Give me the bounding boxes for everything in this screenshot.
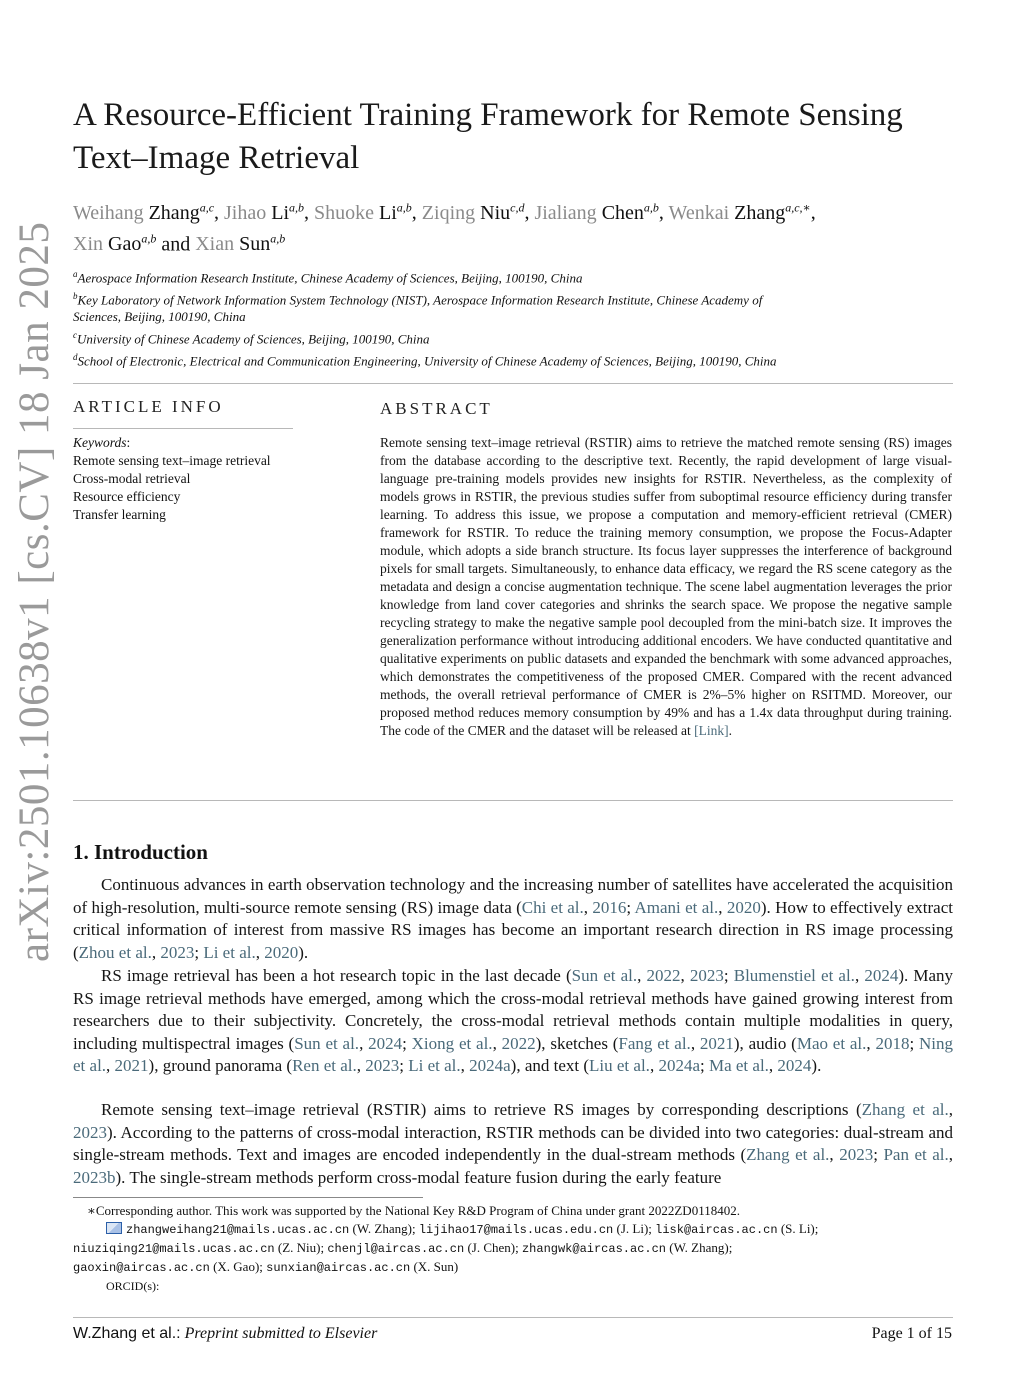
keyword-item: Resource efficiency (73, 489, 181, 504)
citation-link[interactable]: 2022 (646, 966, 681, 985)
author-last-name: Li (266, 201, 290, 224)
header-divider (73, 383, 953, 384)
paragraph-text: , (854, 966, 865, 985)
email-owner: (S. Li); (777, 1221, 819, 1236)
paragraph-text: , (649, 1056, 659, 1076)
citation-link[interactable]: Zhou et al. (78, 942, 152, 962)
author-affiliation-mark: a,b (289, 200, 305, 214)
citation-link[interactable]: Xiong et al. (411, 1033, 493, 1053)
affiliation-mark: a (73, 269, 78, 279)
paragraph-text: , (583, 897, 593, 917)
abstract-heading: ABSTRACT (380, 399, 493, 418)
abstract-text: Remote sensing text–image retrieval (RSTIR) aims to retrieve the matched remote sensing (RS) images from the database according to the descriptive text. Recently, the rapid development of large visual-language pre-training models provides new insights for RSTIR. Nevertheless, as the complexity of models grows in RSTIR, the previous studies suffer from suboptimal resource efficiency during transfer learning. To address this issue, we propose a computation and memory-efficient retrieval (CMER) framework for RSTIR. To reduce the training memory consumption, we propose the Focus-Adapter module, which adopts a side branch structure. Its focus layer suppresses the interference of background pixels for small targets. Simultaneously, to enhance data efficacy, we regard the RS scene category as the metadata and design a concise augmentation technique. The scene label augmentation leverages the prior knowledge from land cover categories and shrinks the search space. We propose the negative sample recycling strategy to make the negative sample pool decoupled from the mini-batch size. It improves the generalization performance without introducing additional encoders. We have conducted quantitative and qualitative experiments on public datasets and expanded the benchmark with some advanced approaches, which demonstrates the competitiveness of the proposed CMER. Compared with the recent advanced methods, the overall retrieval performance of CMER is 2%–5% higher on RSITMD. Moreover, our proposed method reduces memory consumption by 49% and has a 1.4x data throughput during training. The code of the CMER and the dataset will be released at (380, 435, 952, 738)
citation-link[interactable]: Ren et al. (292, 1056, 357, 1076)
affiliation-a (73, 266, 953, 286)
author-affiliation-mark: a,b (396, 200, 412, 214)
paragraph-text: ). According to the patterns of cross-modal interaction, RSTIR methods can be divided into two categories: dual-stream and single-stream methods. Text and images are encoded independently in the dual-stream methods ( (73, 1122, 953, 1165)
author-name (669, 202, 811, 224)
paragraph-text: ; (626, 897, 635, 917)
author-first-name: Shuoke (314, 201, 375, 224)
author-name (224, 202, 304, 224)
citation-link[interactable]: Mao et al. (796, 1033, 867, 1053)
running-footer (73, 1325, 377, 1343)
footer-divider (73, 1317, 953, 1318)
article-info-heading: ARTICLE INFO (73, 397, 224, 416)
paragraph-text: Continuous advances in earth observation technology and the increasing number of satellites have accelerated the acquisition of high-resolution, multi-source remote sensing (RS) image data ( (73, 875, 953, 917)
introduction-heading: 1. Introduction (73, 840, 208, 864)
author-first-name: Weihang (73, 201, 144, 224)
citation-link[interactable]: 2024 (777, 1056, 812, 1076)
author-last-name: Li (374, 201, 397, 224)
affiliation-text: Key Laboratory of Network Information System Technology (NIST), Aerospace Information Research Institute, Chinese Academy of (77, 292, 763, 308)
citation-link[interactable]: Zhang et al. (746, 1145, 830, 1165)
corresponding-author-note: ∗Corresponding author. This work was supported by the National Key R&D Program of China under grant 2022ZD0118402. (87, 1203, 740, 1218)
keyword-item: Remote sensing text–image retrieval (73, 453, 271, 468)
paragraph-text: ; (909, 1033, 919, 1053)
paragraph-text: , (637, 966, 647, 985)
footnote-divider (73, 1197, 423, 1198)
citation-link[interactable]: 2024a (658, 1056, 700, 1076)
email-owner: (J. Li); (613, 1221, 656, 1236)
paragraph-text: , (356, 1056, 366, 1076)
paragraph-text: ; (699, 1056, 709, 1076)
citation-link[interactable]: Amani et al. (634, 897, 719, 917)
paragraph-text: ). Many RS image retrieval methods have emerged, among which the cross-modal retrieval methods have gained growing interest from researchers due to their subjectivity. Concretely, the cross-modal retrieval methods contain multiple modalities in query, including multispectral images ( (73, 966, 954, 1053)
author-first-name: Jihao (224, 201, 267, 224)
keyword-item: Cross-modal retrieval (73, 471, 191, 486)
email-address[interactable]: lisk@aircas.ac.cn (655, 1223, 778, 1237)
affiliation-text: School of Electronic, Electrical and Communication Engineering, University of Chinese Academy of Sciences, Beijing, 100190, China (77, 353, 777, 369)
email-icon (106, 1222, 122, 1234)
citation-link[interactable]: 2023 (160, 942, 195, 962)
page-number: Page 1 of 15 (871, 1325, 952, 1342)
title-line-2: Text–Image Retrieval (73, 140, 360, 176)
email-owner: (W. Zhang); (666, 1240, 733, 1255)
author-first-name: Jialiang (534, 201, 597, 224)
email-owner: (J. Chen); (464, 1240, 522, 1255)
citation-link[interactable]: 2023 (73, 1122, 107, 1142)
email-owner: (W. Zhang); (349, 1221, 419, 1236)
paragraph-text: , (359, 1033, 369, 1053)
paragraph-text: ; (402, 1033, 412, 1053)
author-affiliation-mark: c,d (510, 200, 525, 214)
email-list (73, 1220, 953, 1277)
paragraph-text: ). The single-stream methods perform cross-modal feature fusion during the early feature (115, 1167, 722, 1187)
citation-link[interactable]: Sun et al. (294, 1033, 360, 1053)
affiliation-b (73, 288, 953, 325)
paragraph-text: , (829, 1145, 840, 1165)
paragraph-text: , (680, 966, 690, 985)
author-name (73, 233, 156, 255)
paragraph-text: , (492, 1033, 502, 1053)
footnote (73, 1202, 953, 1295)
paragraph-text: ). (298, 942, 309, 962)
keyword-item: Transfer learning (73, 507, 166, 522)
email-owner: (Z. Niu); (274, 1240, 328, 1255)
citation-link[interactable]: Chi et al. (521, 897, 584, 917)
abstract-end: . (728, 723, 733, 738)
paragraph-text: ). How to effectively extract critical information of interest from massive RS images has become an important research direction in RS image processing ( (73, 897, 953, 962)
paragraph-text: , (255, 942, 265, 962)
citation-link[interactable]: 2016 (592, 897, 627, 917)
email-owner: (X. Gao); (209, 1259, 267, 1274)
author-affiliation-mark: a,c (199, 200, 215, 214)
orcid-label: ORCID(s): (106, 1279, 160, 1293)
affiliation-mark: b (73, 291, 78, 301)
author-last-name: Chen (596, 201, 644, 224)
citation-link[interactable]: 2022 (501, 1033, 536, 1053)
email-address[interactable]: gaoxin@aircas.ac.cn (73, 1261, 210, 1275)
author-affiliation-mark: a,b (643, 200, 659, 214)
paragraph-text: , (460, 1056, 470, 1076)
affiliation-text-cont: Sciences, Beijing, 100190, China (73, 309, 246, 325)
paragraph-text: , (151, 942, 161, 962)
intro-paragraph-2 (73, 965, 953, 1078)
citation-link[interactable]: Sun et al. (571, 966, 638, 985)
code-link[interactable]: [Link] (694, 723, 729, 738)
author-conjunction: and (156, 233, 196, 256)
author-last-name: Sun (234, 233, 271, 256)
email-address[interactable]: zhangweihang21@mails.ucas.ac.cn (126, 1223, 350, 1237)
paragraph-text: , (718, 897, 727, 917)
paragraph-text: , (866, 1033, 876, 1053)
citation-link[interactable]: 2023 (839, 1145, 874, 1165)
affiliation-mark: d (73, 352, 78, 362)
author-first-name: Xian (195, 233, 235, 256)
citation-link[interactable]: Li et al. (408, 1056, 461, 1076)
citation-link[interactable]: 2023b (73, 1167, 116, 1187)
email-address[interactable]: sunxian@aircas.ac.cn (266, 1261, 411, 1275)
paragraph-text: ), audio ( (733, 1033, 797, 1053)
paragraph-text: , (948, 1145, 954, 1165)
author-name (314, 202, 412, 224)
author-name (73, 202, 214, 224)
email-owner: (X. Sun) (410, 1259, 459, 1274)
article-info-divider (73, 428, 293, 429)
intro-paragraph-3 (73, 1099, 953, 1189)
paragraph-text: , (106, 1056, 115, 1076)
keywords-block (73, 434, 293, 524)
keywords-label: Keywords: (73, 435, 131, 450)
paragraph-text: , (690, 1033, 700, 1053)
paragraph-text: Remote sensing text–image retrieval (RSTIR) aims to retrieve RS images by corresponding descriptions ( (101, 1100, 862, 1119)
paragraph-text: ). (811, 1056, 822, 1076)
citation-link[interactable]: 2024a (469, 1056, 511, 1076)
paragraph-text: ), sketches ( (535, 1033, 619, 1053)
affiliation-mark: c (73, 330, 77, 340)
author-list: Weihang Zhang$^{a,c}$, Jihao Li$^{a,b}$, Shuoke Li$^{a,b}$, Ziqing Niu$^{c,d}$, Jialiang Chen$^{a,b}$, Wenkai Zhang$^{a,c,∗}$, Xin Gao$^{a,b}$ and Xian Sun$^{a,b}$ (73, 200, 816, 256)
paragraph-text: ; (194, 942, 204, 962)
paper-title (73, 94, 953, 180)
email-address[interactable]: lijihao17@mails.ucas.edu.cn (418, 1223, 614, 1237)
citation-link[interactable]: Ning et al. (73, 1033, 953, 1076)
author-last-name: Zhang (143, 201, 200, 224)
paragraph-text: , (768, 1056, 778, 1076)
citation-link[interactable]: 2020 (264, 942, 299, 962)
author-name (534, 202, 658, 224)
author-last-name: Niu (475, 201, 511, 224)
intro-paragraph-1 (73, 874, 953, 964)
author-last-name: Gao (103, 233, 142, 256)
citation-link[interactable]: Zhang et al. (861, 1100, 949, 1119)
citation-link[interactable]: 2023 (689, 966, 724, 985)
author-last-name: Zhang (729, 201, 786, 224)
author-name (422, 202, 525, 224)
author-affiliation-mark: a,b (270, 231, 286, 246)
footer-journal: Preprint submitted to Elsevier (184, 1325, 378, 1342)
citation-link[interactable]: Ma et al. (708, 1056, 769, 1076)
paragraph-text: ; (873, 1145, 884, 1165)
citation-link[interactable]: 2021 (699, 1033, 734, 1053)
email-address[interactable]: niuziqing21@mails.ucas.ac.cn (73, 1242, 275, 1256)
paragraph-text: , (948, 1100, 954, 1119)
citation-link[interactable]: 2024 (864, 966, 899, 985)
abstract-divider (73, 800, 953, 801)
paragraph-text: RS image retrieval has been a hot research topic in the last decade ( (101, 966, 572, 985)
author-name (195, 233, 285, 255)
affiliation-text: Aerospace Information Research Institute, Chinese Academy of Sciences, Beijing, 100190, China (77, 270, 583, 286)
footer-author: W.Zhang et al.: (73, 1325, 181, 1342)
arxiv-identifier-stamp: arXiv:2501.10638v1 [cs.CV] 18 Jan 2025 (11, 221, 58, 962)
abstract-body (380, 434, 952, 740)
paragraph-text: ), ground panorama ( (148, 1056, 293, 1076)
affiliation-text: University of Chinese Academy of Sciences, Beijing, 100190, China (77, 331, 430, 347)
citation-link[interactable]: 2021 (114, 1056, 149, 1076)
author-affiliation-mark: a,c,∗ (785, 200, 811, 214)
email-address[interactable]: zhangwk@aircas.ac.cn (521, 1242, 666, 1256)
author-first-name: Ziqing (421, 201, 476, 224)
citation-link[interactable]: Li et al. (203, 942, 256, 962)
citation-link[interactable]: Blumenstiel et al. (733, 966, 855, 985)
citation-link[interactable]: 2020 (726, 897, 761, 917)
paragraph-text: ), and text ( (510, 1056, 590, 1076)
author-affiliation-mark: a,b (141, 231, 157, 246)
email-address[interactable]: chenjl@aircas.ac.cn (327, 1242, 465, 1256)
author-first-name: Wenkai (668, 201, 730, 224)
paragraph-text: ; (723, 966, 734, 985)
citation-link[interactable]: 2024 (368, 1033, 403, 1053)
title-line-1: A Resource-Efficient Training Framework for Remote Sensing (73, 97, 903, 133)
citation-link[interactable]: Liu et al. (589, 1056, 650, 1076)
affiliation-d (73, 349, 953, 369)
citation-link[interactable]: 2023 (365, 1056, 400, 1076)
citation-link[interactable]: Fang et al. (618, 1033, 691, 1053)
citation-link[interactable]: 2018 (875, 1033, 910, 1053)
affiliation-c (73, 327, 953, 347)
author-first-name: Xin (73, 233, 103, 256)
paragraph-text: ; (399, 1056, 409, 1076)
citation-link[interactable]: Pan et al. (883, 1145, 949, 1165)
